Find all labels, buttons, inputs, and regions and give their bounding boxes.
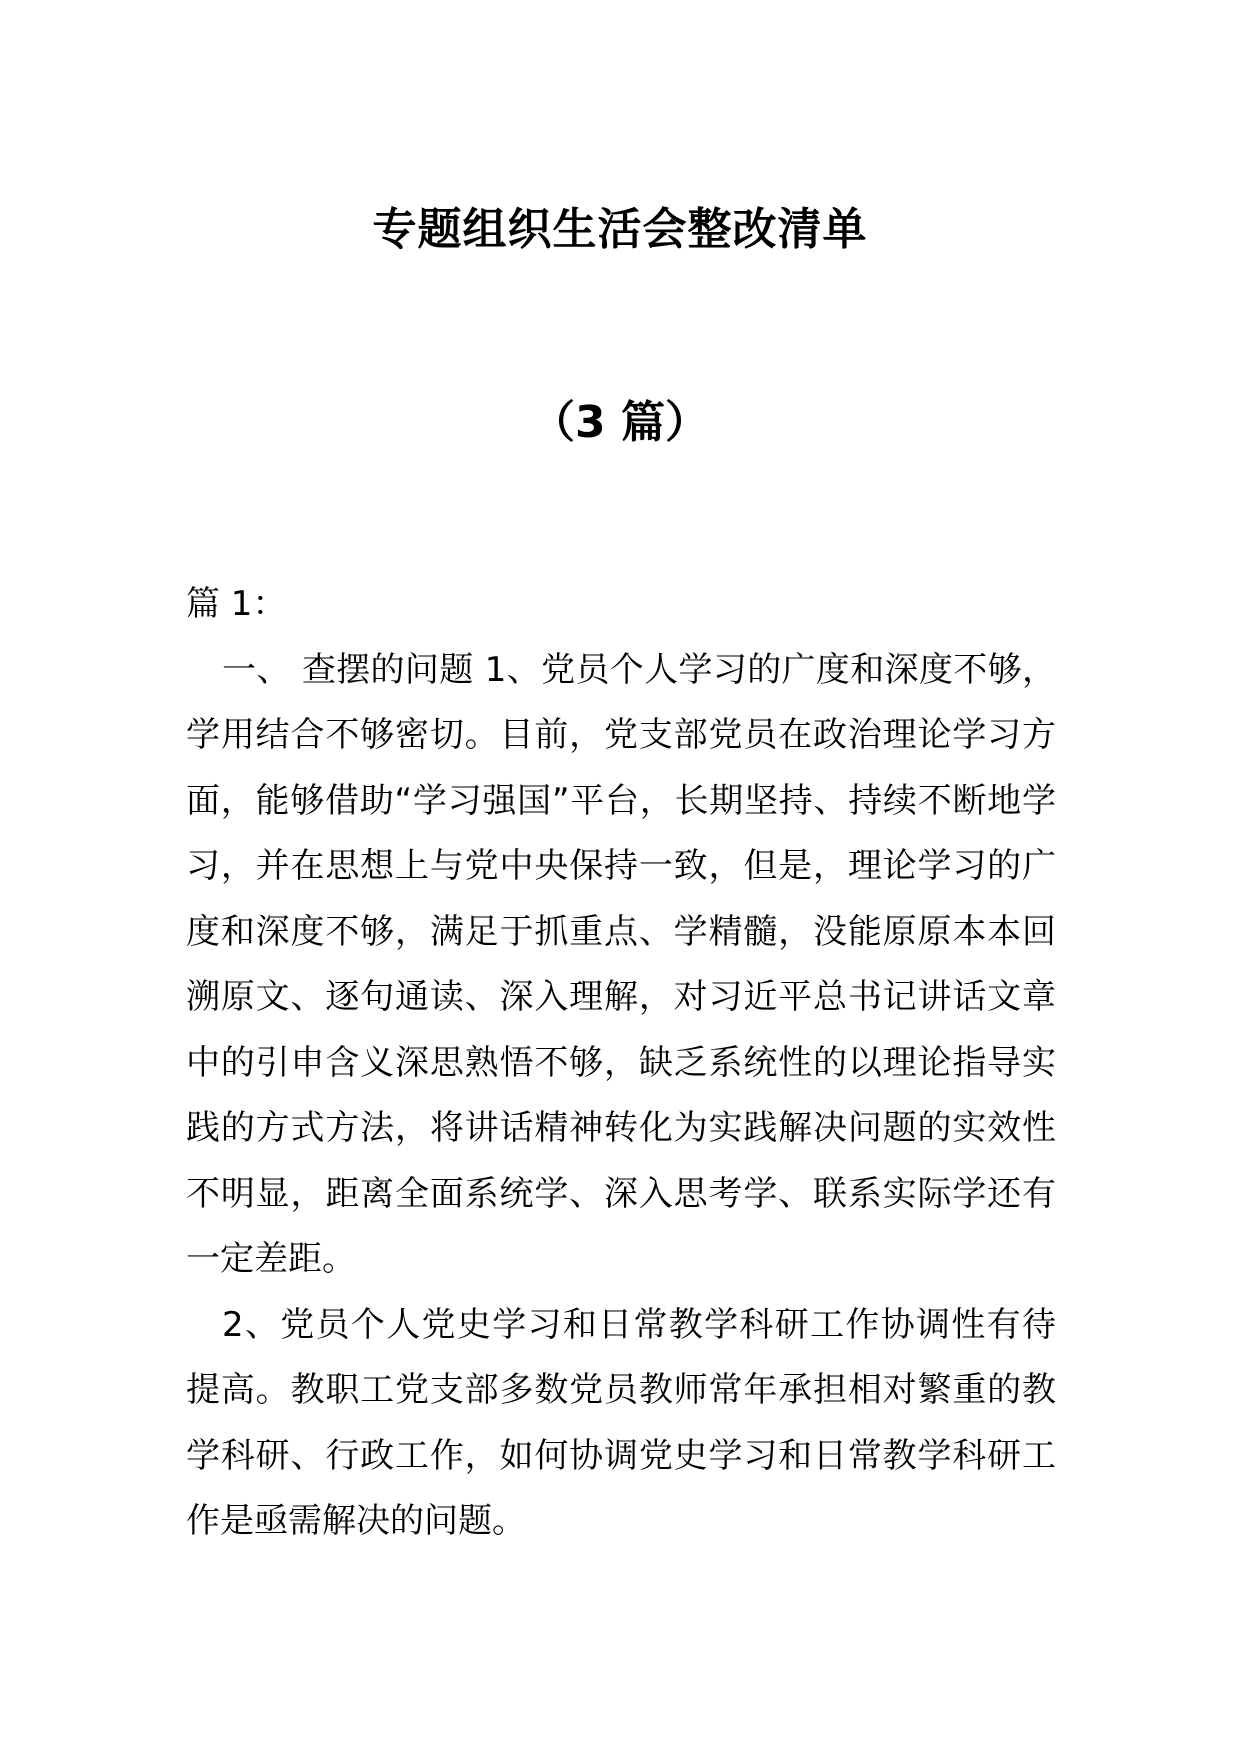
paragraph: 一、 查摆的问题 1、党员个人学习的广度和深度不够，学用结合不够密切。目前，党支部党员在政治理论学习方面，能够借助“学习强国”平台，长期坚持、持续不断地学习，并在思想上与党中央保持一致，但是，理论学习的广度和深度不够，满足于抓重点、学精髓，没能原原本本回溯原文、逐句通读、深入理解，对习近平总书记讲话文章中的引申含义深思熟悟不够，缺乏系统性的以理论指导实践的方式方法，将讲话精神转化为实践解决问题的实效性不明显，距离全面系统学、深入思考学、联系实际学还有一定差距。 bbox=[186, 649, 1056, 1279]
section-label: 篇 1： bbox=[186, 584, 287, 624]
document-body bbox=[186, 572, 1056, 1555]
document-title: 专题组织生活会整改清单 bbox=[372, 204, 868, 255]
document-subtitle: （3 篇） bbox=[531, 397, 709, 448]
paragraph: 2、党员个人党史学习和日常教学科研工作协调性有待提高。教职工党支部多数党员教师常年承担相对繁重的教学科研、行政工作，如何协调党史学习和日常教学科研工作是亟需解决的问题。 bbox=[186, 1304, 1056, 1541]
